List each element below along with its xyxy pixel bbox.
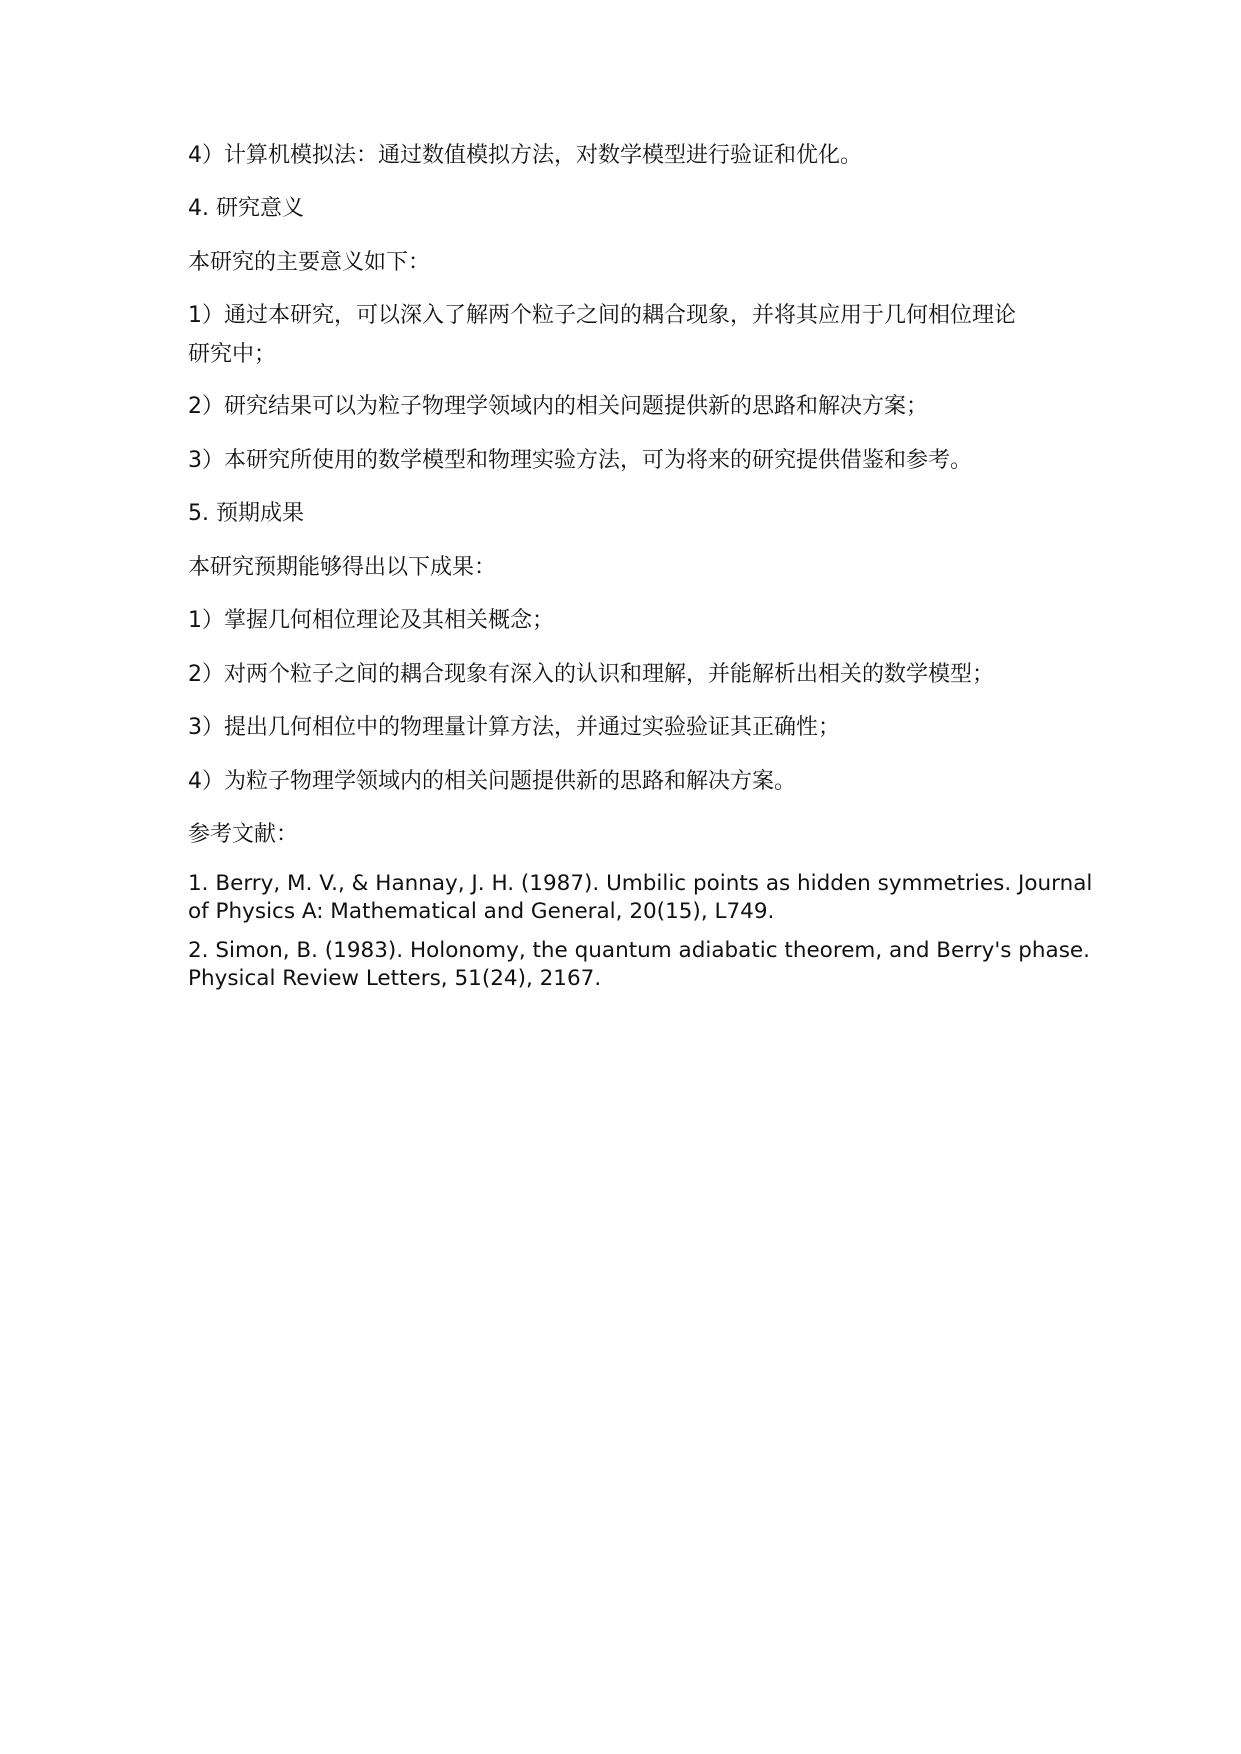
heading-text: 4. 研究意义 [188,196,304,221]
expected-result-item-3 [188,708,1068,747]
paragraph-computer-simulation [188,136,1068,175]
reference-line: Physical Review Letters, 51(24), 2167. [188,966,602,991]
reference-line: 1. Berry, M. V., & Hannay, J. H. (1987). Umbilic points as hidden symmetries. Journal [188,871,1093,896]
expected-result-item-1 [188,601,1068,640]
paragraph-main-significance [188,243,1068,282]
paragraph-line: 4）为粒子物理学领域内的相关问题提供新的思路和解决方案。 [188,769,796,794]
reference-item [188,870,1093,926]
expected-result-item-2 [188,655,1068,694]
section-heading-research-significance [188,189,1068,228]
references-heading [188,815,1068,854]
significance-item-1 [188,296,1068,374]
significance-item-3 [188,441,1068,480]
paragraph-line: 4）计算机模拟法：通过数值模拟方法，对数学模型进行验证和优化。 [188,143,862,168]
paragraph-line: 研究中； [188,342,277,367]
paragraph-line: 2）对两个粒子之间的耦合现象有深入的认识和理解，并能解析出相关的数学模型； [188,662,994,687]
heading-text: 参考文献： [188,822,299,847]
significance-item-2 [188,387,1068,426]
section-heading-expected-results [188,494,1068,533]
paragraph-line: 3）提出几何相位中的物理量计算方法，并通过实验验证其正确性； [188,715,840,740]
paragraph-expected-results [188,548,1068,587]
reference-item [188,937,1090,993]
expected-result-item-4 [188,762,1068,801]
reference-line: 2. Simon, B. (1983). Holonomy, the quantum adiabatic theorem, and Berry's phase. [188,938,1090,963]
paragraph-line: 3）本研究所使用的数学模型和物理实验方法，可为将来的研究提供借鉴和参考。 [188,448,972,473]
paragraph-line: 1）掌握几何相位理论及其相关概念； [188,608,554,633]
paragraph-line: 1）通过本研究，可以深入了解两个粒子之间的耦合现象，并将其应用于几何相位理论 [188,303,1016,328]
paragraph-line: 2）研究结果可以为粒子物理学领域内的相关问题提供新的思路和解决方案； [188,394,928,419]
reference-line: of Physics A: Mathematical and General, 20(15), L749. [188,899,775,924]
paragraph-line: 本研究的主要意义如下： [188,250,431,275]
paragraph-line: 本研究预期能够得出以下成果： [188,555,497,580]
heading-text: 5. 预期成果 [188,501,304,526]
